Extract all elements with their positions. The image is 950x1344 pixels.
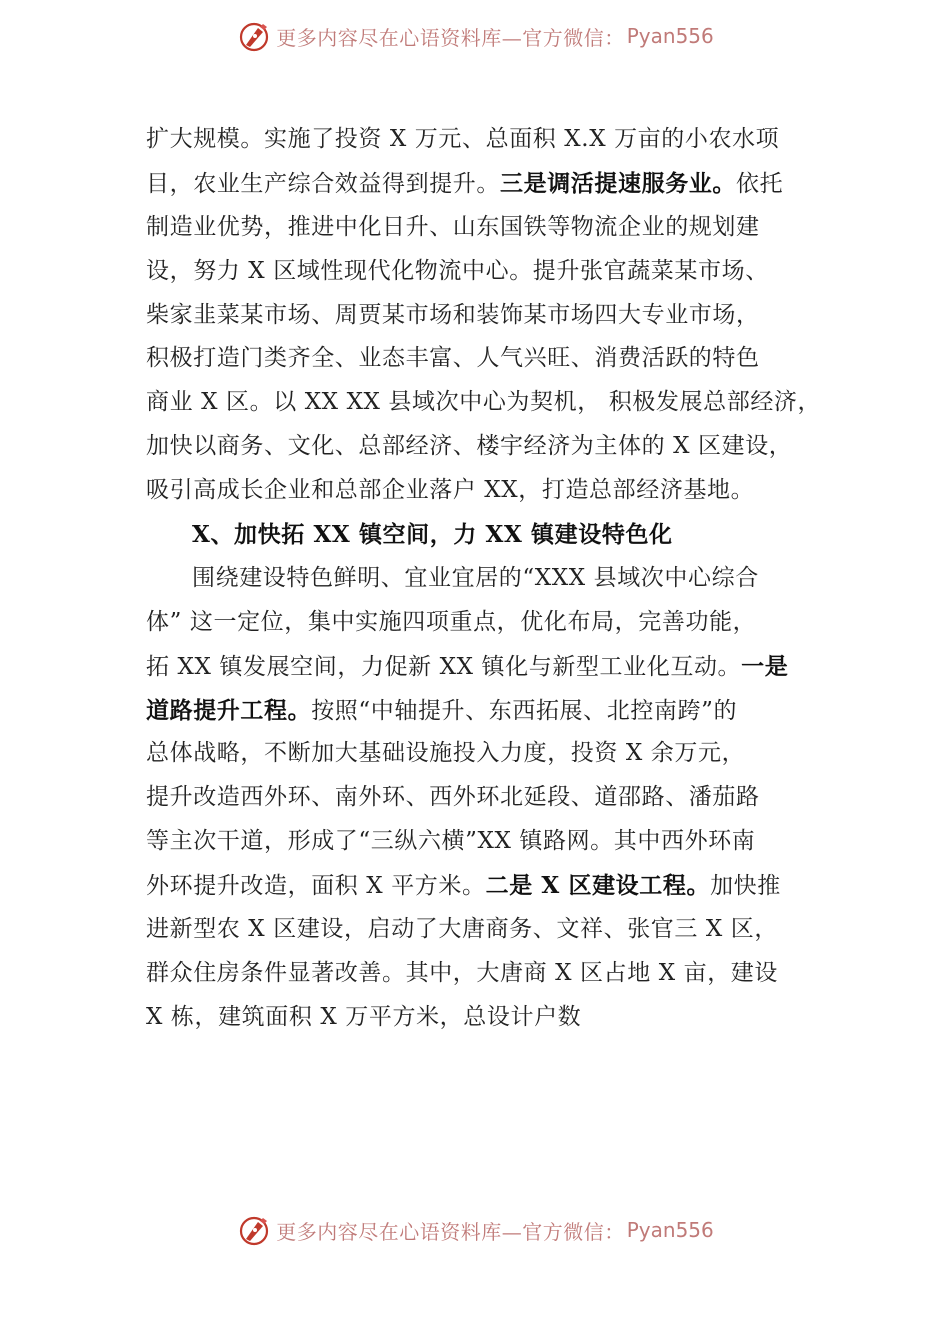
body-line: 提升改造西外环、南外环、西外环北延段、道邵路、潘茄路 [146, 784, 760, 811]
pen-nib-logo-icon [236, 18, 272, 54]
text-run: 拓 XX 镇发展空间，力促新 XX 镇化与新型工业化互动。 [146, 653, 742, 680]
body-line: 体” 这一定位，集中实施四项重点，优化布局，完善功能， [146, 608, 757, 635]
footer-banner [0, 1210, 950, 1250]
bold-text-run: 二是 X 区建设工程。 [485, 872, 711, 900]
section-heading: X、加快拓 XX 镇空间，力 XX 镇建设特色化 [192, 521, 673, 549]
body-line: 设，努力 X 区域性现代化物流中心。提升张官蔬菜某市场、 [146, 257, 769, 284]
text-run: 外环提升改造，面积 X 平方米。 [146, 873, 486, 900]
body-line [146, 864, 846, 908]
bold-text-run: 道路提升工程。 [146, 696, 312, 724]
body-line [146, 162, 846, 206]
text-run: 按照“中轴提升、东西拓展、北控南跨”的 [311, 697, 738, 724]
body-line: 等主次干道，形成了“三纵六横”XX 镇路网。其中西外环南 [146, 828, 756, 855]
body-line: 群众住房条件显著改善。其中，大唐商 X 区占地 X 亩，建设 [146, 959, 778, 986]
body-line: 吸引高成长企业和总部企业落户 XX，打造总部经济基地。 [146, 477, 755, 504]
body-line [146, 645, 846, 689]
body-line: 柴家韭菜某市场、周贾某市场和装饰某市场四大专业市场， [146, 301, 760, 328]
bold-text-run: 三是调活提速服务业。 [500, 169, 736, 197]
text-run: 目，农业生产综合效益得到提升。 [146, 170, 500, 197]
body-line: 加快以商务、文化、总部经济、楼宇经济为主体的 X 区建设， [146, 433, 793, 460]
banner-text: 更多内容尽在心语资料库—官方微信： [276, 25, 625, 50]
body-line: X 栋，建筑面积 X 万平方米，总设计户数 [146, 1003, 582, 1030]
body-line: 扩大规模。实施了投资 X 万元、总面积 X.X 万亩的小农水项 [146, 126, 780, 152]
body-line [146, 689, 846, 733]
body-line: 围绕建设特色鲜明、宜业宜居的“XXX 县域次中心综合 [192, 564, 759, 591]
body-line: 商业 X 区。以 XX XX 县域次中心为契机， 积极发展总部经济， [146, 389, 822, 416]
text-run: 加快推 [710, 873, 781, 900]
wechat-handle: Pyan556 [626, 1218, 714, 1242]
body-line: 进新型农 X 区建设，启动了大唐商务、文祥、张官三 X 区， [146, 916, 778, 943]
body-line: 制造业优势，推进中化日升、山东国铁等物流企业的规划建 [146, 213, 760, 240]
body-line: 积极打造门类齐全、业态丰富、人气兴旺、消费活跃的特色 [146, 345, 760, 372]
banner-text: 更多内容尽在心语资料库—官方微信： [276, 1219, 625, 1244]
text-run: 依托 [736, 170, 784, 197]
wechat-handle: Pyan556 [626, 24, 714, 48]
pen-nib-logo-icon [236, 1212, 272, 1248]
body-line: 总体战略，不断加大基础设施投入力度，投资 X 余万元， [146, 740, 746, 767]
document-body [146, 118, 846, 1040]
header-banner [0, 16, 950, 56]
bold-text-run: 一是 [741, 652, 789, 680]
